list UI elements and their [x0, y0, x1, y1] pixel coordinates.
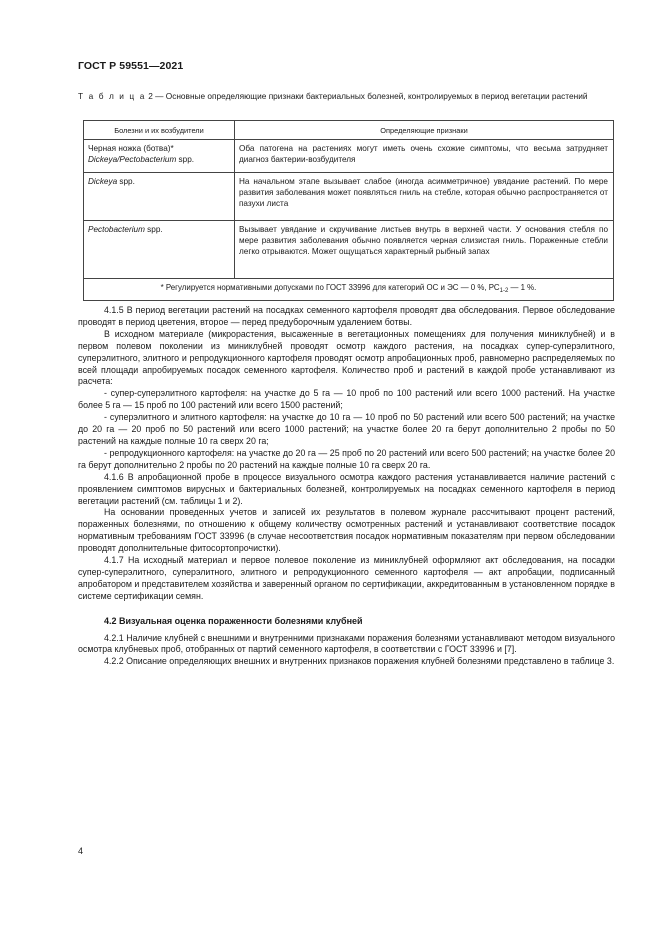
column-header-signs: Определяющие признаки: [235, 121, 614, 140]
paragraph-calculation: На основании проведенных учетов и записей их результатов в полевом журнале рассчитывают процент растений, пораженных болезнями, по отношению к общему количеству осмотренных растений и устанавливают соответствие посадок нормативным требованиям ГОСТ 33996 (в случае несоответствия посадок нормативным показателям при первом обследовании проводят дополнительные фитосортопрочистки).: [78, 507, 615, 554]
document-code-header: ГОСТ Р 59551—2021: [78, 60, 184, 72]
table-footnote: [84, 279, 614, 301]
list-item-super-super-elite: - супер-суперэлитного картофеля: на участке до 5 га — 10 проб по 100 растений или всего 1000 растений. На участке более 5 га — 15 проб по 100 растений или всего 1500 растений;: [78, 388, 615, 411]
section-heading-4-2: 4.2 Визуальная оценка пораженности болезнями клубней: [104, 615, 363, 626]
table-row: [84, 221, 614, 279]
paragraph-initial-material: В исходном материале (микрорастения, высаженные в вегетационных помещениях для получения миниклубней) и в первом полевом поколении из миниклубней проводят осмотр каждого растения, на посадках супер-суперэлитного, суперэлитного, элитного и репродукционного картофеля проводят осмотр апробационных проб, равномерно распределяемых по всей площади апробируемых посадок семенного картофеля. Количество проб и растений в каждой пробе устанавливают из расчета:: [78, 328, 615, 387]
disease-cell: [84, 221, 235, 279]
list-item-reproduction: - репродукционного картофеля: на участке до 20 га — 25 проб по 20 растений или всего 500 растений; на участке более 20 га берут дополнительно 2 пробы по 20 растений на каждые полные 10 га сверх 20 га.: [78, 447, 615, 470]
table-footnote-row: [84, 279, 614, 301]
disease-name: Черная ножка (ботва)*: [88, 144, 174, 153]
pathogen-suffix: spp.: [176, 155, 195, 164]
disease-cell: [84, 173, 235, 221]
table-row: [84, 140, 614, 173]
footnote-main: * Регулируется нормативными допусками по ГОСТ 33996 для категорий ОС и ЭС — 0 %, РС: [160, 283, 500, 292]
pathogen-name: Dickeya/Pectobacterium: [88, 155, 177, 164]
paragraph-4-2-2: 4.2.2 Описание определяющих внешних и внутренних признаков поражения клубней болезнями представлено в таблице 3.: [104, 656, 615, 667]
table-header-row: [84, 121, 614, 140]
body-text: [78, 305, 615, 668]
table-caption-label: Т а б л и ц а: [78, 91, 146, 101]
pathogen-suffix: spp.: [117, 177, 135, 186]
paragraph-4-2-1: 4.2.1 Наличие клубней с внешними и внутренними признаками поражения болезнями устанавливают методом визуального осмотра клубневых проб, отобранных от партий семенного картофеля, в соответствии с ГОСТ 33996 и [7].: [78, 632, 615, 655]
pathogen-suffix: spp.: [144, 225, 163, 234]
footnote-end: — 1 %.: [508, 283, 537, 292]
pathogen-name: Dickeya: [88, 177, 118, 186]
table-caption: [78, 91, 615, 102]
list-item-super-elite: - суперэлитного и элитного картофеля: на участке до 10 га — 10 проб по 50 растений или всего 500 растений; на участке до 20 га — 20 проб по 50 растений или всего 1000 растений; на участке более 20 га берут дополнительно 2 пробы по 50 растений на каждые полные 10 га сверх 20 га;: [78, 412, 615, 446]
column-header-diseases: Болезни и их возбудители: [84, 121, 235, 140]
footnote-subscript: 1-2: [499, 288, 509, 294]
paragraph-4-1-5: 4.1.5 В период вегетации растений на посадках семенного картофеля проводят два обследования. Первое обследование проводят в период цветения, второе — перед предуборочным удалением ботвы.: [78, 305, 615, 327]
signs-cell: Оба патогена на растениях могут иметь очень схожие симптомы, что весьма затрудняет диагноз бактерии-возбудителя: [235, 140, 614, 173]
paragraph-4-1-7: 4.1.7 На исходный материал и первое полевое поколение из миниклубней оформляют акт обследования, на посадки супер-суперэлитного, суперэлитного, элитного и репродукционного семенного картофеля — акт апробации, подписанный апробатором и представителем хозяйства и заверенный органом по сертификации, аккредитованным в установленном порядке в системе сертификации семян.: [78, 555, 615, 601]
signs-cell: На начальном этапе вызывает слабое (иногда асимметричное) увядание растений. По мере развития заболевания может появляться гниль на стебле, которая обычно распространяется от пазухи листа: [235, 173, 614, 221]
paragraph-4-1-6: 4.1.6 В апробационной пробе в процессе визуального осмотра каждого растения устанавливается наличие растений с проявлением симптомов вирусных и бактериальных болезней, контролируемых на посадках семенного картофеля в период вегетации растений (см. таблицы 1 и 2).: [78, 471, 615, 506]
table-row: [84, 173, 614, 221]
bacterial-diseases-table: [83, 120, 614, 301]
signs-cell: Вызывает увядание и скручивание листьев внутрь в верхней части. У основания стебля по мере развития заболевания обычно появляется черная слизистая гниль. Пораженные стебли легко отрываются. Может ощущаться характерный рыбный запах: [235, 221, 614, 279]
page-number: 4: [78, 846, 84, 856]
disease-cell: [84, 140, 235, 173]
table-caption-text: 2 — Основные определяющие признаки бактериальных болезней, контролируемых в период вегетации растений: [145, 91, 588, 101]
pathogen-name: Pectobacterium: [88, 225, 145, 234]
